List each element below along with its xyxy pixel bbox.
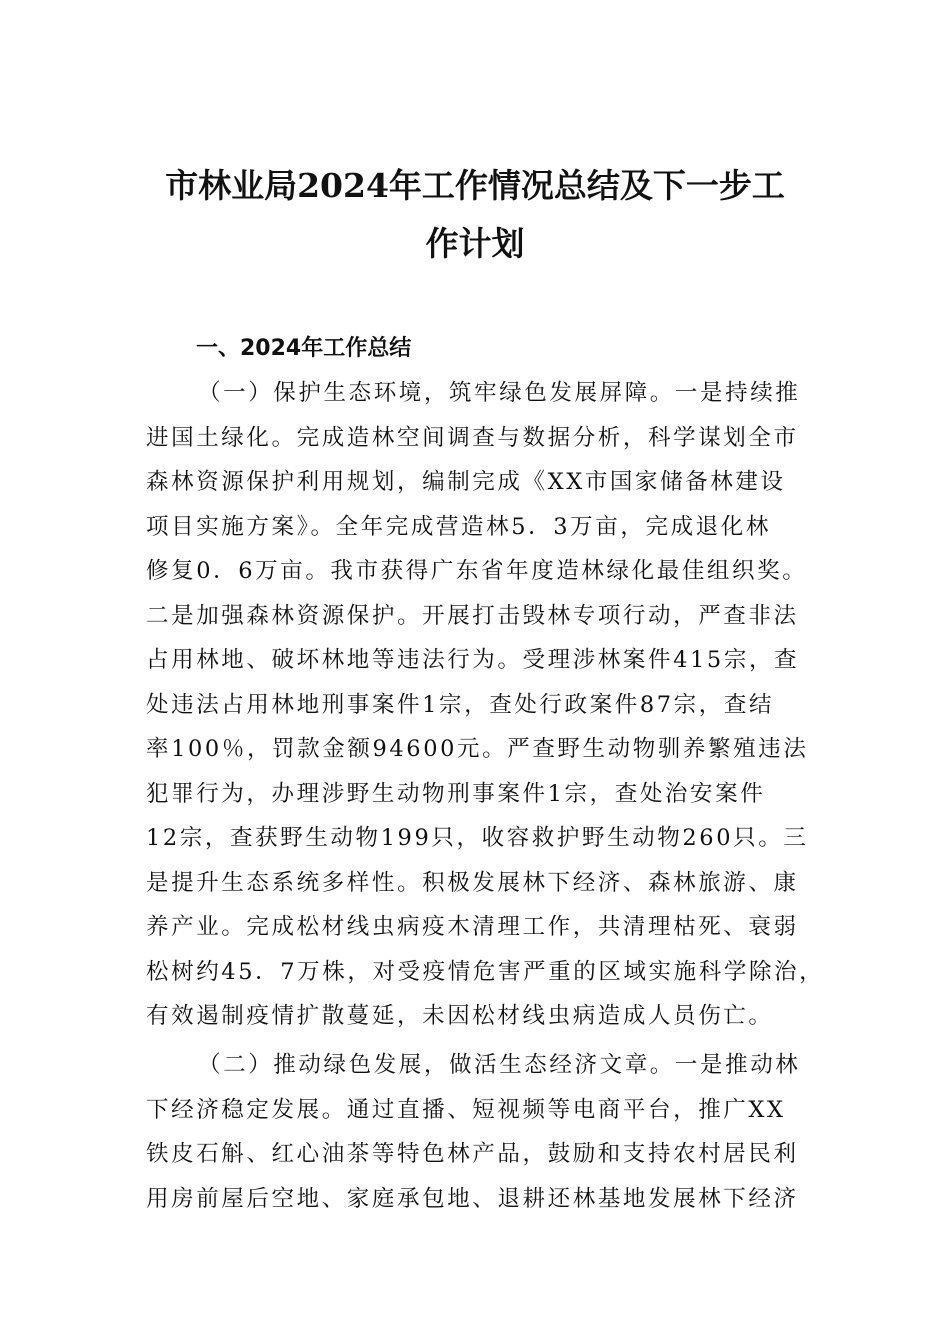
paragraph-green-development [146, 1043, 816, 1221]
paragraph-line: （二）推动绿色发展，做活生态经济文章。一是推动林 [198, 1052, 801, 1078]
paragraph-line: 12宗，查获野生动物199只，收容救护野生动物260只。三 [146, 825, 809, 851]
paragraph-line: 二是加强森林资源保护。开展打击毁林专项行动，严查非法 [146, 602, 799, 629]
paragraph-line: 处违法占用林地刑事案件1宗，查处行政案件87宗，查结 [146, 691, 775, 718]
paragraph-line: 率100％，罚款金额94600元。严查野生动物驯养繁殖违法 [146, 736, 809, 762]
paragraph-line: 进国土绿化。完成造林空间调查与数据分析，科学谋划全市 [146, 424, 799, 451]
paragraph-line: 项目实施方案》。全年完成营造林5．3万亩，完成退化林 [146, 513, 771, 540]
paragraph-line: 犯罪行为，办理涉野生动物刑事案件1宗，查处治安案件 [146, 780, 766, 807]
title-line: 市林业局2024年工作情况总结及下一步工 [165, 166, 785, 205]
paragraph-line: 占用林地、破坏林地等违法行为。受理涉林案件415宗，查 [146, 647, 800, 673]
paragraph-line: 有效遏制疫情扩散蔓延，未因松材线虫病造成人员伤亡。 [146, 1003, 774, 1029]
paragraph-line: 铁皮石斛、红心油茶等特色林产品，鼓励和支持农村居民利 [146, 1141, 799, 1167]
paragraph-line: 用房前屋后空地、家庭承包地、退耕还林基地发展林下经济 [146, 1185, 799, 1212]
paragraph-line: 养产业。完成松材线虫病疫木清理工作，共清理枯死、衰弱 [146, 914, 799, 940]
paragraph-line: （一）保护生态环境，筑牢绿色发展屏障。一是持续推 [198, 380, 801, 406]
paragraph-line: 下经济稳定发展。通过直播、短视频等电商平台，推广XX [146, 1096, 786, 1123]
paragraph-line: 是提升生态系统多样性。积极发展林下经济、森林旅游、康 [146, 869, 799, 896]
paragraph-protect-ecology [146, 371, 825, 1039]
paragraph-line: 松树约45．7万株，对受疫情危害严重的区域实施科学除治， [146, 958, 825, 985]
paragraph-line: 修复0．6万亩。我市获得广东省年度造林绿化最佳组织奖。 [146, 558, 808, 584]
document-title [140, 157, 810, 273]
title-line: 作计划 [425, 224, 525, 263]
paragraph-line: 森林资源保护利用规划，编制完成《XX市国家储备林建设 [146, 469, 786, 495]
section-heading: 一、2024年工作总结 [196, 336, 412, 361]
